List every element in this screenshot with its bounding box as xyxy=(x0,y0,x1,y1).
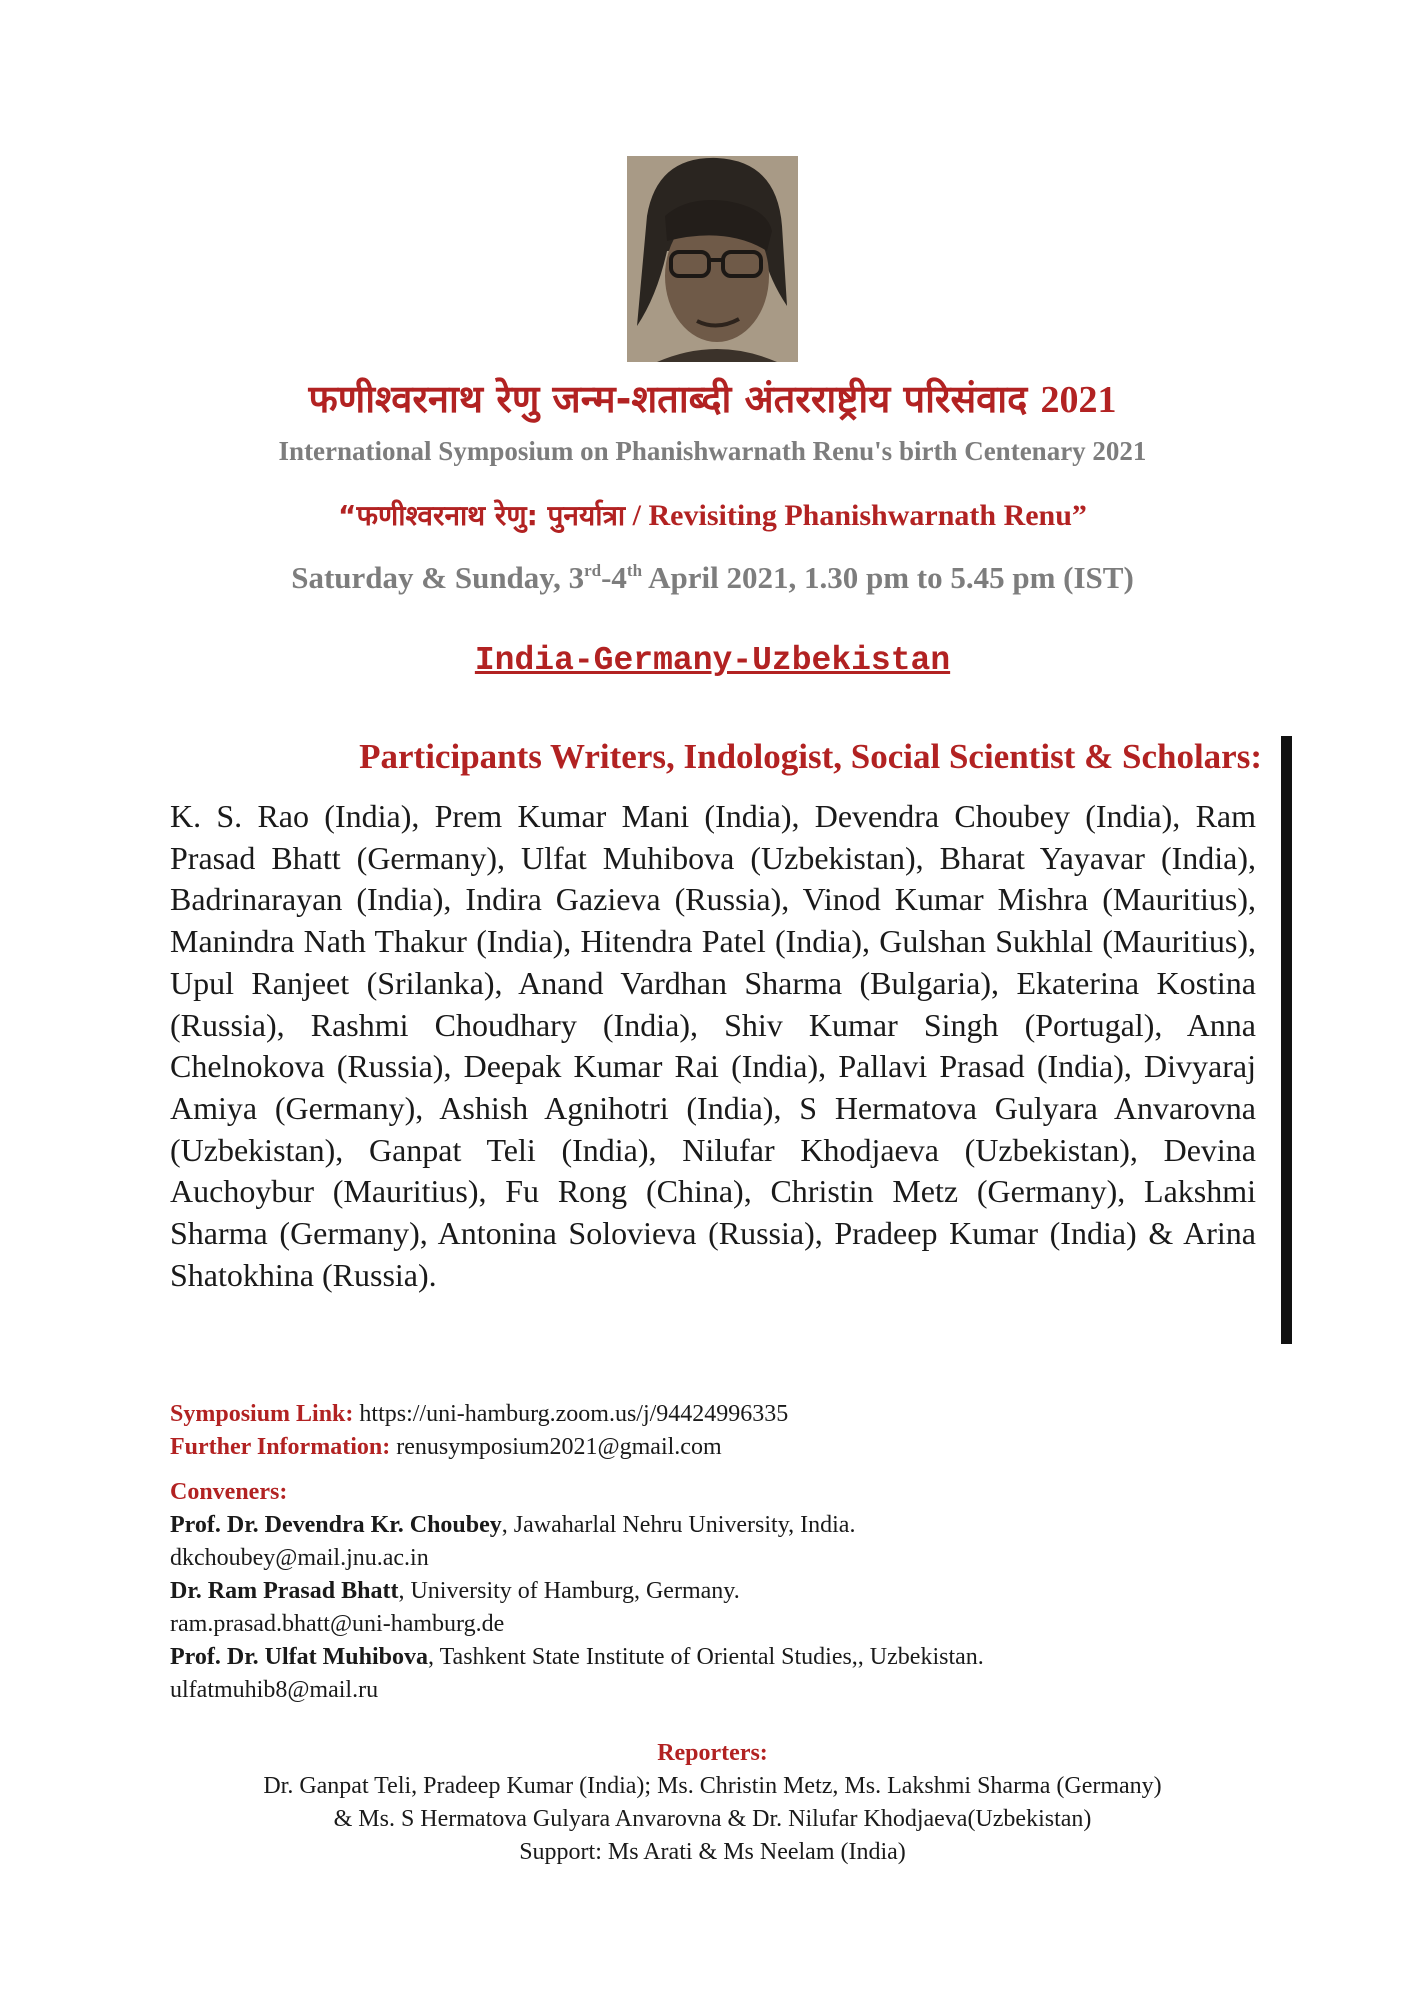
reporters-label: Reporters: xyxy=(657,1740,768,1766)
title-hindi xyxy=(0,372,1425,424)
date-suffix: April 2021, 1.30 pm to 5.45 pm (IST) xyxy=(642,560,1134,595)
convener-1 xyxy=(170,1509,1270,1542)
reporters-section xyxy=(0,1737,1425,1869)
convener-affiliation: , Tashkent State Institute of Oriental Studies,, Uzbekistan. xyxy=(428,1644,984,1670)
convener-affiliation: , Jawaharlal Nehru University, India. xyxy=(501,1512,856,1538)
subtitle-english: International Symposium on Phanishwarnath Renu's birth Centenary 2021 xyxy=(278,436,1147,466)
theme-english: Revisiting Phanishwarnath Renu” xyxy=(648,499,1087,532)
portrait-photo xyxy=(627,156,798,362)
further-info-line xyxy=(170,1431,1270,1464)
convener-affiliation: , University of Hamburg, Germany. xyxy=(398,1578,740,1604)
date-sup-rd: rd xyxy=(584,561,602,580)
title-hindi-text: फणीश्वरनाथ रेणु जन्म-शताब्दी अंतरराष्ट्रीय परिसंवाद xyxy=(308,377,1028,421)
further-info-label: Further Information: xyxy=(170,1434,391,1460)
info-block xyxy=(170,1398,1270,1707)
convener-3 xyxy=(170,1641,1270,1674)
reporters-line-1: Dr. Ganpat Teli, Pradeep Kumar (India); Ms. Christin Metz, Ms. Lakshmi Sharma (Germany) xyxy=(263,1773,1162,1799)
conveners-label: Conveners: xyxy=(170,1479,288,1505)
symposium-link-line xyxy=(170,1398,1270,1431)
participants-list: K. S. Rao (India), Prem Kumar Mani (India), Devendra Choubey (India), Ram Prasad Bhatt (Germany), Ulfat Muhibova (Uzbekistan), Bharat Yayavar (India), Badrinarayan (India), Indira Gazieva (Russia), Vinod Kumar Mishra (Mauritius), Manindra Nath Thakur (India), Hitendra Patel (India), Gulshan Sukhlal (Mauritius), Upul Ranjeet (Srilanka), Anand Vardhan Sharma (Bulgaria), Ekaterina Kostina (Russia), Rashmi Choudhary (India), Shiv Kumar Singh (Portugal), Anna Chelnokova (Russia), Deepak Kumar Rai (India), Pallavi Prasad (India), Divyaraj Amiya (Germany), Ashish Agnihotri (India), S Hermatova Gulyara Anvarovna (Uzbekistan), Ganpat Teli (India), Nilufar Khodjaeva (Uzbekistan), Devina Auchoybur (Mauritius), Fu Rong (China), Christin Metz (Germany), Lakshmi Sharma (Germany), Antonina Solovieva (Russia), Pradeep Kumar (India) & Arina Shatokhina (Russia). xyxy=(170,798,1256,1293)
convener-name: Prof. Dr. Devendra Kr. Choubey xyxy=(170,1512,502,1538)
convener-2 xyxy=(170,1575,1270,1608)
convener-email[interactable]: dkchoubey@mail.jnu.ac.in xyxy=(170,1545,429,1571)
convener-email[interactable]: ram.prasad.bhatt@uni-hamburg.de xyxy=(170,1611,505,1637)
theme-separator: / xyxy=(632,499,642,532)
symposium-link[interactable]: https://uni-hamburg.zoom.us/j/94424996335 xyxy=(353,1401,789,1427)
further-info-email[interactable]: renusymposium2021@gmail.com xyxy=(390,1434,722,1460)
theme-hindi: “फणीश्वरनाथ रेणु: पुनर्यात्रा xyxy=(338,499,626,532)
date-prefix: Saturday & Sunday, 3 xyxy=(291,560,585,595)
countries-heading: India-Germany-Uzbekistan xyxy=(474,642,951,679)
participants-heading: Participants Writers, Indologist, Social Scientist & Scholars: xyxy=(359,737,1262,776)
convener-name: Dr. Ram Prasad Bhatt xyxy=(170,1578,399,1604)
symposium-link-label: Symposium Link: xyxy=(170,1401,354,1427)
conveners-section xyxy=(170,1476,1270,1707)
reporters-line-2: & Ms. S Hermatova Gulyara Anvarovna & Dr. Nilufar Khodjaeva(Uzbekistan) xyxy=(333,1806,1092,1832)
vertical-divider xyxy=(1281,736,1292,1344)
theme-line xyxy=(0,496,1425,534)
date-mid: -4 xyxy=(601,560,627,595)
date-line xyxy=(0,560,1425,596)
convener-name: Prof. Dr. Ulfat Muhibova xyxy=(170,1644,428,1670)
title-year: 2021 xyxy=(1040,379,1117,421)
convener-email[interactable]: ulfatmuhib8@mail.ru xyxy=(170,1677,379,1703)
date-sup-th: th xyxy=(626,561,643,580)
support-line: Support: Ms Arati & Ms Neelam (India) xyxy=(519,1839,906,1865)
